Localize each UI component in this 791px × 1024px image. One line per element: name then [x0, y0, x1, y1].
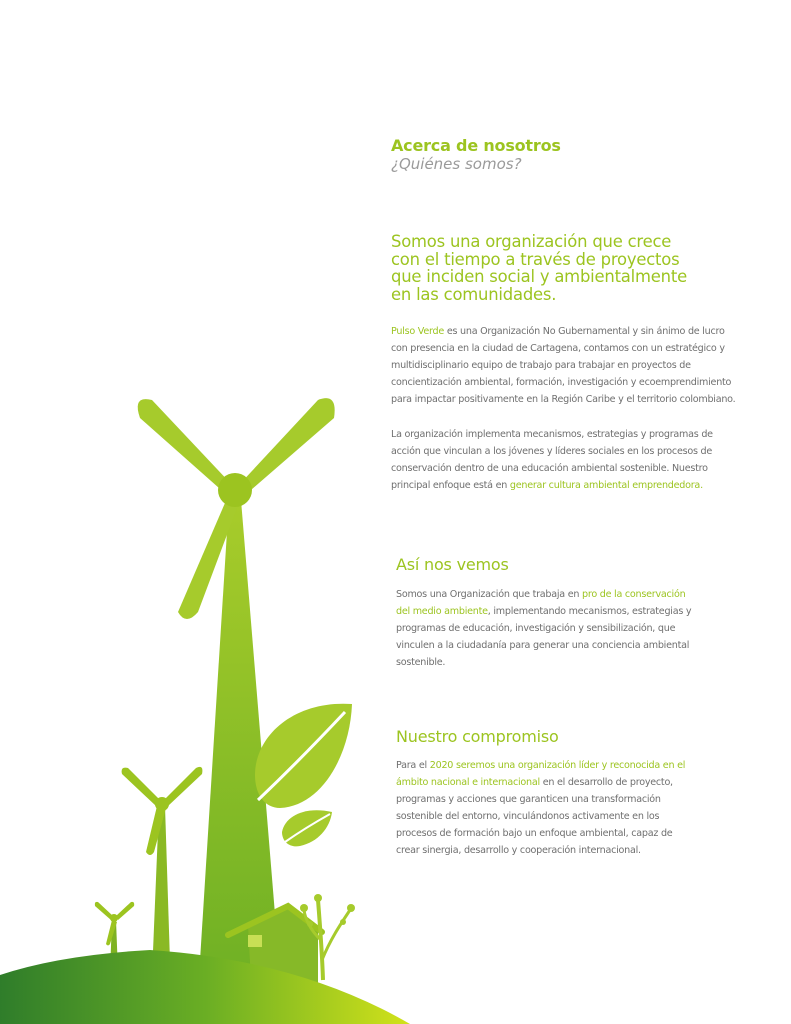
headline-line: Somos una organización que crece	[391, 232, 672, 251]
page-title: Acerca de nosotros	[391, 136, 561, 155]
vision-paragraph: Somos una Organización que trabaja en pro de la conservación del medio ambiente, implementando mecanismos, estrategias y programas de educación, investigación y sensibilización, que vinculen a la ciudadanía para generar una conciencia ambiental sostenible.	[396, 589, 692, 668]
leaf-icon	[255, 704, 352, 847]
page-subtitle: ¿Quiénes somos?	[391, 155, 522, 173]
commitment-paragraph: Para el 2020 seremos una organización líder y reconocida en el ámbito nacional e internacional en el desarrollo de proyecto, programas y acciones que garanticen una transformación sostenible del entorno, vinculándonos activamente en los procesos de formación bajo un enfoque ambiental, capaz de crear sinergia, desarrollo y cooperación internacional.	[396, 760, 686, 856]
headline-line: que inciden social y ambientalmente	[391, 267, 687, 286]
intro-paragraph-1: Pulso Verde es una Organización No Gubernamental y sin ánimo de lucro con presencia en la ciudad de Cartagena, contamos con un estratégico y multidisciplinario equipo de trabajo para trabajar en proyectos de concientización ambiental, formación, investigación y ecoemprendimiento para impactar positivamente en la Región Caribe y el territorio colombiano.	[391, 326, 736, 405]
vision-heading: Así nos vemos	[396, 555, 509, 574]
headline	[391, 233, 721, 303]
headline-line: en las comunidades.	[391, 284, 557, 304]
hill	[0, 950, 410, 1024]
headline-line: con el tiempo a través de proyectos	[391, 249, 680, 269]
focus-highlight: generar cultura ambiental emprendedora.	[509, 480, 703, 491]
commitment-heading: Nuestro compromiso	[396, 727, 559, 746]
intro-paragraph-2: La organización implementa mecanismos, estrategias y programas de acción que vinculan a los jóvenes y líderes sociales en los procesos de conservación dentro de una educación ambiental sostenible. Nuestro principal enfoque está en generar cultura ambiental emprendedora.	[391, 429, 713, 491]
org-name: Pulso Verde	[391, 326, 445, 337]
